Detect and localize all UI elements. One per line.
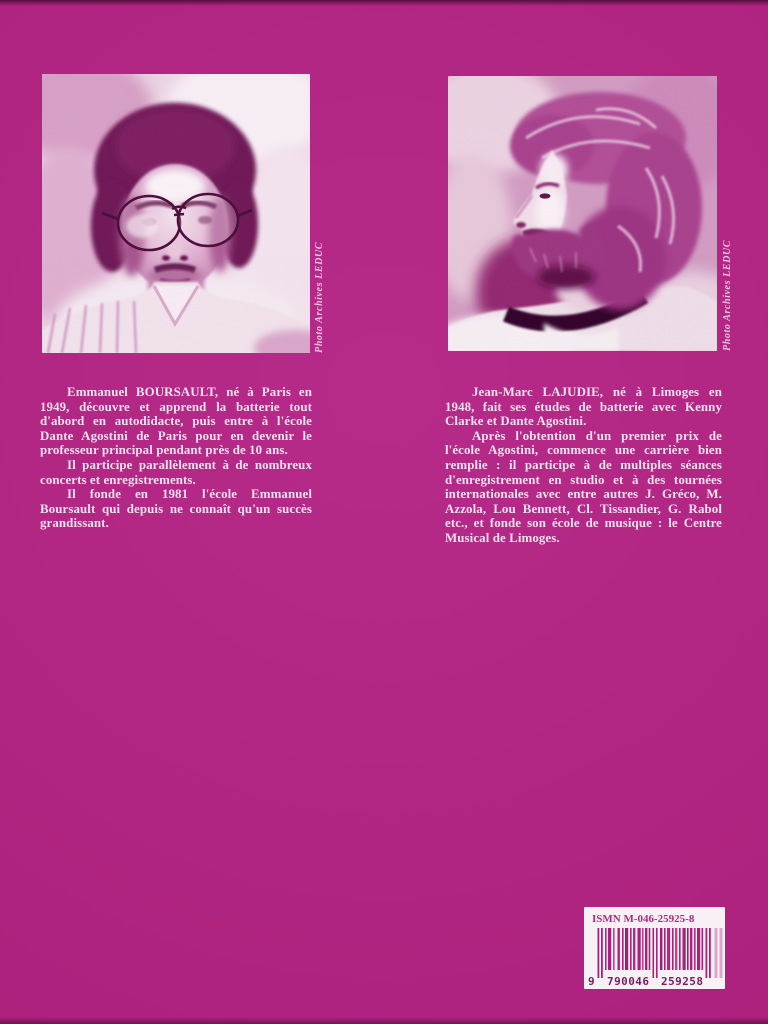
ismn-barcode [584, 907, 725, 989]
bio-emmanuel-boursault [40, 385, 312, 531]
photo-credit-left: Photo Archives LEDUC [314, 241, 325, 353]
barcode-digit-group-2: 259258 [661, 975, 703, 988]
bio-paragraph: Après l'obtention d'un premier prix de l'école Agostini, commence une carrière bien remplie : il participe à de multiples séances d'enregistrement en studio et à des tournées internationales avec entre autres J. Gréco, M. Azzola, Lou Bennett, Cl. Tissandier, G. Rabol etc., et fonde son école de musique : le Centre Musical de Limoges. [445, 428, 722, 545]
bio-jean-marc-lajudie [445, 385, 722, 546]
bio-paragraph: Jean-Marc LAJUDIE, né à Limoges en 1948, fait ses études de batterie avec Kenny Clarke et Dante Agostini. [445, 385, 722, 429]
barcode-digit-lead: 9 [588, 975, 595, 988]
bio-paragraph: Emmanuel BOURSAULT, né à Paris en 1949, découvre et apprend la batterie tout d'abord en autodidacte, puis entre à l'école Dante Agostini de Paris pour en devenir le professeur principal pendant près de 10 ans. [40, 385, 312, 458]
bio-paragraph: Il participe parallèlement à de nombreux concerts et enregistrements. [40, 457, 312, 487]
barcode-digit-group-1: 790046 [607, 975, 649, 988]
photo-grain [42, 74, 310, 353]
ismn-number: ISMN M-046-25925-8 [592, 913, 695, 925]
bio-paragraph: Il fonde en 1981 l'école Emmanuel Boursault qui depuis ne connaît qu'un succès grandissant. [40, 487, 312, 531]
photo-credit-right: Photo Archives LEDUC [722, 239, 733, 351]
portrait-profile-man-long-hair-beard [448, 76, 717, 351]
photo-jean-marc-lajudie [448, 76, 717, 351]
photo-emmanuel-boursault [42, 74, 310, 353]
portrait-front-man-afro-glasses [42, 74, 310, 353]
photo-grain [448, 76, 717, 351]
